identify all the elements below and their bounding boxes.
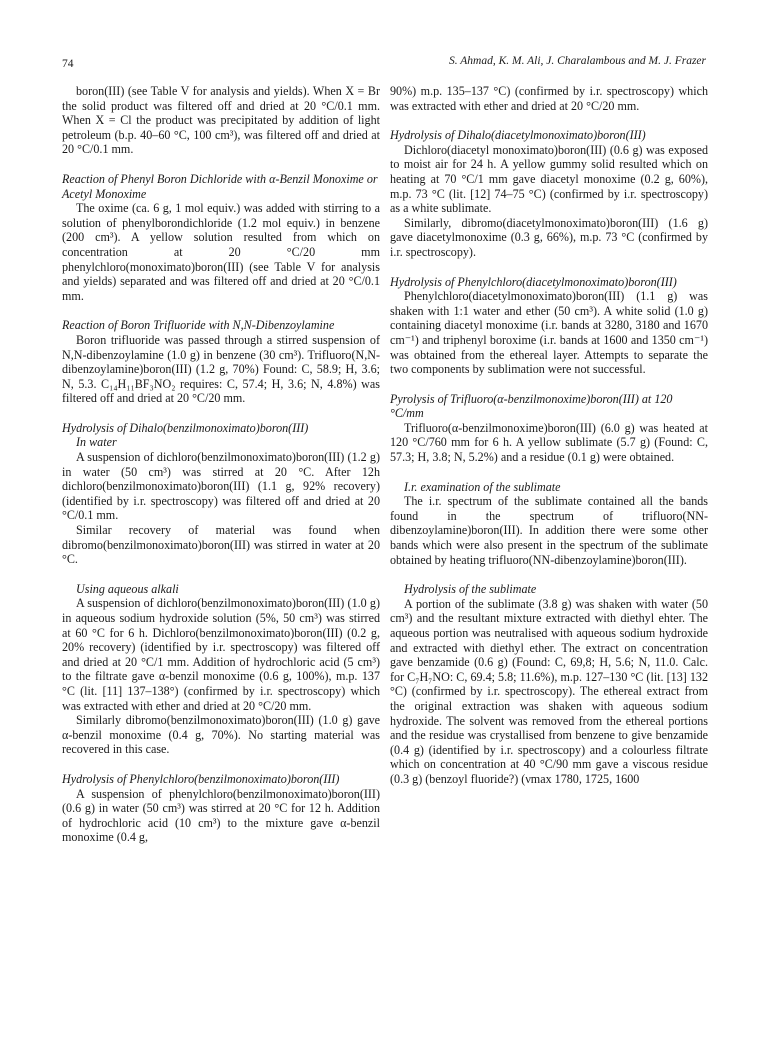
section-heading: Hydrolysis of Dihalo(benzilmonoximato)boron(III) <box>62 420 309 435</box>
section-heading: Hydrolysis of Dihalo(diacetylmonoximato)boron(III) <box>390 128 646 143</box>
subsection-heading: Hydrolysis of the sublimate <box>404 582 537 597</box>
paragraph: Similarly, dibromo(diacetylmonoximato)boron(III) (1.6 g) gave diacetylmonoxime (0.3 g, 66%), m.p. 73 °C (confirmed by i.r. spectroscopy). <box>390 215 708 259</box>
paragraph: 90%) m.p. 135–137 °C) (confirmed by i.r. spectroscopy) which was extracted with ether and dried at 20 °C/20 mm. <box>390 84 708 113</box>
section-heading: Reaction of Phenyl Boron Dichloride with α-Benzil Monoxime or Acetyl Monoxime <box>62 171 378 201</box>
section-heading: Reaction of Boron Trifluoride with N,N-Dibenzoylamine <box>62 318 335 333</box>
subsection-heading: In water <box>76 435 117 450</box>
right-column <box>390 84 708 787</box>
paragraph: A portion of the sublimate (3.8 g) was shaken with water (50 cm³) and the resultant mixture extracted with diethyl ehter. The aqueous portion was neutralised with aqueous sodium hydroxide and extracted with diethyl ether. The extract on concentration gave benzamide (0.6 g) (Found: C, 69,8; H, 5.6; N, 11.0. Calc. for C₇H₇NO: C, 69.4; 5.8; 11.6%), m.p. 127–130 °C (lit. [13] 132 °C) (confirmed by i.r. spectroscopy). The ethereal extract from the original extraction was shaken with aqueous sodium hydroxide. The solvent was removed from the ethereal portions and the residue was crystallised from benzene to give benzamide (0.4 g) (identified by i.r. spectroscopy) and a colourless filtrate which on concentration at 40 °C/90 mm gave a viscous residue (0.3 g) (benzoyl fluoride?) (νmax 1780, 1725, 1600 <box>390 596 708 786</box>
left-column <box>62 84 380 845</box>
subsection-heading: I.r. examination of the sublimate <box>404 479 561 494</box>
subsection-heading: Using aqueous alkali <box>76 581 179 596</box>
paragraph: Trifluoro(α-benzilmonoxime)boron(III) (6.0 g) was heated at 120 °C/760 mm for 6 h. A yellow sublimate (5.7 g) (Found: C, 57.3; H, 3.8; N, 5.2%) and a residue (0.1 g) were obtained. <box>390 420 708 465</box>
paragraph: Boron trifluoride was passed through a stirred suspension of N,N-dibenzoylamine (1.0 g) in benzene (30 cm³). Trifluoro(N,N-dibenzoylamine)boron(III) (1.2 g, 70%) Found: C, 58.9; H, 3.6; N, 5.3. C₁₄H₁₁BF₃NO₂ requires: C, 57.4; H, 3.6; N, 4.8%) was filtered off and dried at 20 °C/20 mm. <box>62 332 380 406</box>
paragraph: A suspension of dichloro(benzilmonoximato)boron(III) (1.2 g) in water (50 cm³) was stirred at 20 °C. After 12h dichloro(benzilmonoximato)boron(III) (1.1 g, 92% recovery) (identified by i.r. spectroscopy) was filtered off and dried at 20 °C/0.1 mm. <box>62 450 380 523</box>
paragraph: Similar recovery of material was found when dibromo(benzilmonoximato)boron(III) was stirred in water at 20 °C. <box>62 523 380 567</box>
paragraph: A suspension of phenylchloro(benzilmonoximato)boron(III) (0.6 g) in water (50 cm³) was stirred at 20 °C for 12 h. Addition of hydrochloric acid (10 cm³) to the mixture gave α-benzil monoxime (0.4 g, <box>62 786 380 845</box>
paragraph: Similarly dibromo(benzilmonoximato)boron(III) (1.0 g) gave α-benzil monoxime (0.4 g, 70%). No starting material was recovered in this case. <box>62 713 380 757</box>
section-heading: Hydrolysis of Phenylchloro(diacetylmonoximato)boron(III) <box>390 274 677 289</box>
paragraph: The i.r. spectrum of the sublimate contained all the bands found in the spectrum of trifluoro(NN-dibenzoylamine)boron(III). In addition there were some other bands which were also present in the spectrum of the sublimate obtained by heating trifluoro(NN-dibenzoylamine)boron(III). <box>390 494 708 567</box>
paragraph: The oxime (ca. 6 g, 1 mol equiv.) was added with stirring to a solution of phenylborondichloride (1.2 mol equiv.) in benzene (200 cm³). A yellow solution resulted from which on concentration at 20 °C/20 mm phenylchloro(monoximato)boron(III) (see Table V for analysis and yields) separated and was filtered off and dried at 20 °C/0.1 mm. <box>62 201 380 303</box>
paragraph: Phenylchloro(diacetylmonoximato)boron(III) (1.1 g) was shaken with 1:1 water and ether (50 cm³). A white solid (1.0 g) containing diacetyl monoxime (i.r. bands at 3280, 3180 and 1670 cm⁻¹) and triphenyl boroxime (i.r. bands at 1600 and 1350 cm⁻¹) was obtained from the ethereal layer. Attempts to separate the two components by sublimation were not successful. <box>390 289 708 377</box>
running-head: S. Ahmad, K. M. Ali, J. Charalambous and M. J. Frazer <box>448 55 706 67</box>
section-heading: Hydrolysis of Phenylchloro(benzilmonoximato)boron(III) <box>62 771 340 786</box>
paragraph: Dichloro(diacetyl monoximato)boron(III) (0.6 g) was exposed to moist air for 24 h. A yellow gummy solid resulted which on heating at 70 °C/1 mm gave diacetyl monoxime (0.2 g, 60%), m.p. 73 °C (lit. [12] 74–75 °C) (confirmed by i.r. spectroscopy) as a white sublimate. <box>390 142 708 216</box>
page-number: 74 <box>62 58 74 70</box>
paragraph: boron(III) (see Table V for analysis and yields). When X = Br the solid product was filtered off and dried at 20 °C/0.1 mm. When X = Cl the product was precipitated by addition of light petroleum (b.p. 40–60 °C, 100 cm³), was filtered off and dried at 20 °C/0.1 mm. <box>62 84 380 157</box>
paragraph: A suspension of dichloro(benzilmonoximato)boron(III) (1.0 g) in aqueous sodium hydroxide solution (5%, 50 cm³) was stirred at 60 °C for 6 h. Dichloro(benzilmonoximato)boron(III) (0.2 g, 20% recovery) (identified by i.r. spectroscopy) was filtered off and dried at 20 °C/1 mm. Addition of hydrochloric acid (5 cm³) to the filtrate gave α-benzil monoxime (0.6 g, 100%), m.p. 137 °C (lit. [11] 137–138°) (confirmed by i.r. spectroscopy) which was extracted with ether and dried at 20 °C/20 mm. <box>62 596 380 713</box>
section-heading: Pyrolysis of Trifluoro(α-benzilmonoxime)boron(III) at 120 °C/mm <box>390 391 673 421</box>
